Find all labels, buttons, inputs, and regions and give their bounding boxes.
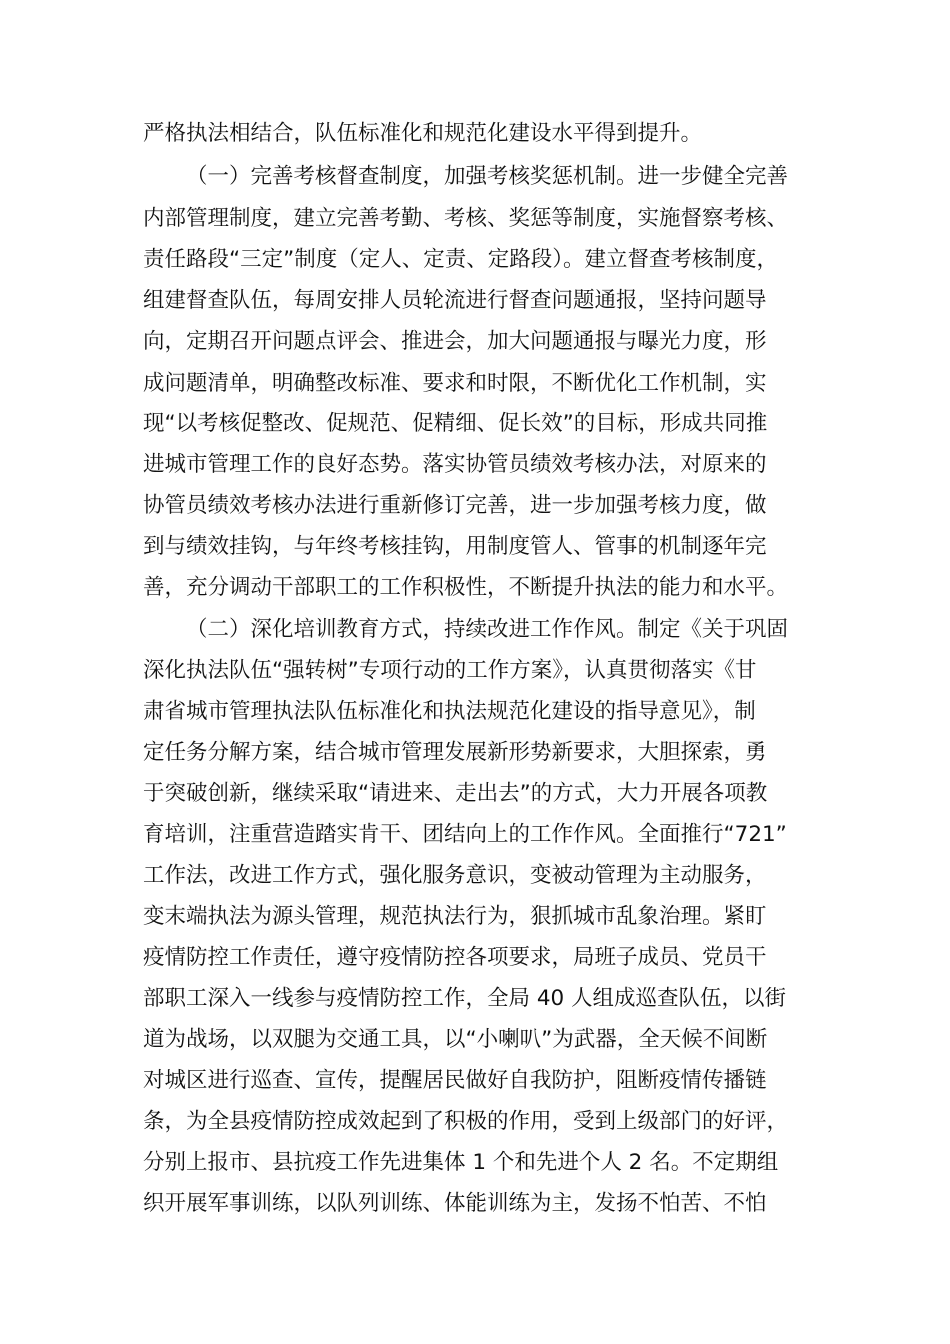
text-line: 向，定期召开问题点评会、推进会，加大问题通报与曝光力度，形 — [143, 329, 767, 354]
text-line: 进城市管理工作的良好态势。落实协管员绩效考核办法，对原来的 — [143, 452, 767, 477]
paragraph-start-line: （一）完善考核督查制度，加强考核奖惩机制。进一步健全完善 — [186, 164, 789, 189]
text-line: 工作法，改进工作方式，强化服务意识，变被动管理为主动服务， — [143, 863, 767, 888]
text-line: 分别上报市、县抗疫工作先进集体 1 个和先进个人 2 名。不定期组 — [143, 1150, 779, 1175]
text-line: 织开展军事训练，以队列训练、体能训练为主，发扬不怕苦、不怕 — [143, 1191, 767, 1216]
text-line: 条，为全县疫情防控成效起到了积极的作用，受到上级部门的好评， — [143, 1109, 789, 1134]
text-line: 组建督查队伍，每周安排人员轮流进行督查问题通报，坚持问题导 — [143, 288, 767, 313]
paragraph-start-line: （二）深化培训教育方式，持续改进工作作风。制定《关于巩固 — [186, 617, 789, 642]
text-line: 肃省城市管理执法队伍标准化和执法规范化建设的指导意见》，制 — [143, 699, 756, 724]
text-line: 到与绩效挂钩，与年终考核挂钩，用制度管人、管事的机制逐年完 — [143, 534, 767, 559]
text-line: 对城区进行巡查、宣传，提醒居民做好自我防护，阻断疫情传播链 — [143, 1068, 767, 1093]
text-line: 变末端执法为源头管理，规范执法行为，狠抓城市乱象治理。紧盯 — [143, 904, 767, 929]
text-line: 责任路段“三定”制度（定人、定责、定路段）。建立督查考核制度， — [143, 247, 779, 272]
text-line: 现“以考核促整改、促规范、促精细、促长效”的目标，形成共同推 — [143, 411, 768, 436]
text-line: 成问题清单，明确整改标准、要求和时限，不断优化工作机制，实 — [143, 371, 767, 396]
text-line: 育培训，注重营造踏实肯干、团结向上的工作作风。全面推行“721” — [143, 822, 787, 847]
text-line: 部职工深入一线参与疫情防控工作，全局 40 人组成巡查队伍，以街 — [143, 986, 787, 1011]
text-line: 内部管理制度，建立完善考勤、考核、奖惩等制度，实施督察考核、 — [143, 206, 789, 231]
text-line: 疫情防控工作责任，遵守疫情防控各项要求，局班子成员、党员干 — [143, 945, 767, 970]
text-line: 严格执法相结合，队伍标准化和规范化建设水平得到提升。 — [143, 121, 703, 146]
text-line: 道为战场，以双腿为交通工具，以“小喇叭”为武器，全天候不间断 — [143, 1027, 768, 1052]
text-line: 善，充分调动干部职工的工作积极性，不断提升执法的能力和水平。 — [143, 575, 789, 600]
text-line: 定任务分解方案，结合城市管理发展新形势新要求，大胆探索，勇 — [143, 740, 767, 765]
text-line: 协管员绩效考核办法进行重新修订完善，进一步加强考核力度，做 — [143, 493, 767, 518]
text-line: 于突破创新，继续采取“请进来、走出去”的方式，大力开展各项教 — [143, 781, 768, 806]
text-line: 深化执法队伍“强转树”专项行动的工作方案》，认真贯彻落实《甘 — [143, 658, 757, 683]
